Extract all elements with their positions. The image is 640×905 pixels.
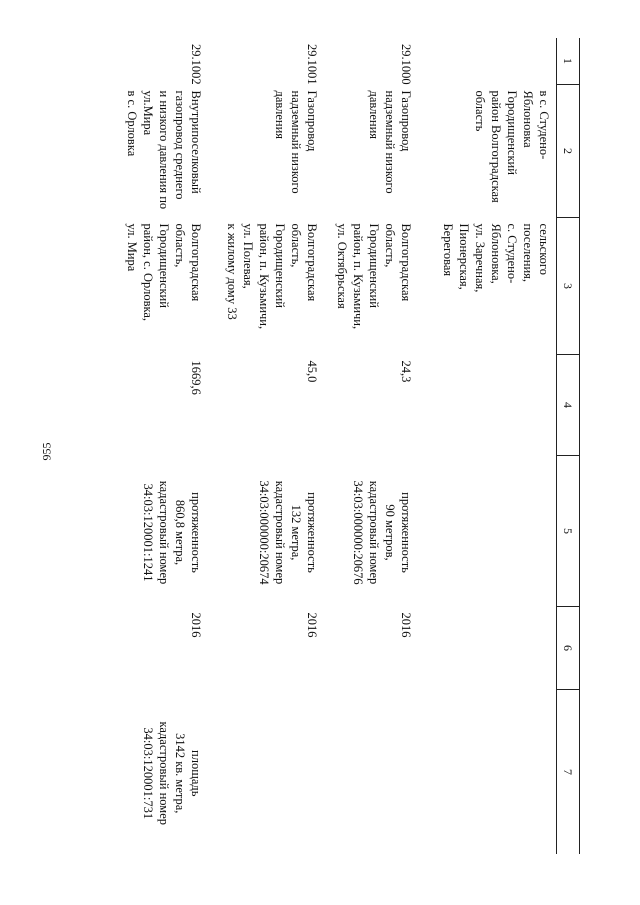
cell-land: площадь 3142 кв. метра, кадастровый номер 34:03:120001:731 <box>141 721 203 826</box>
table-row <box>114 38 208 854</box>
cell-name: в с. Студено- Яблоновка Городищенский район Волгоградская область <box>473 90 551 203</box>
table-header-row <box>557 38 580 854</box>
cell-value: 1669,6 <box>189 360 203 395</box>
cell-name: Газопровод надземный низкого давления <box>273 90 319 194</box>
cell-name: Внутрипоселковый газопровод среднего и низкого давления по ул.Мира в с. Орловка <box>125 90 203 210</box>
cell-characteristics <box>418 456 557 607</box>
header-col-7: 7 <box>557 690 580 855</box>
cell-year: 2016 <box>189 612 203 638</box>
table-row <box>418 38 557 854</box>
cell-number: 29.1002 <box>189 44 203 85</box>
cell-value: 45,0 <box>305 360 319 383</box>
header-col-3: 3 <box>557 218 580 355</box>
cell-land <box>324 690 418 855</box>
page-number: 955 <box>39 442 54 461</box>
cell-number <box>418 38 557 85</box>
cell-address: сельского поселения, с. Студено- Яблоновка, ул. Заречная, Пионерская, Береговая <box>441 223 551 293</box>
table-row <box>324 38 418 854</box>
header-col-4: 4 <box>557 355 580 456</box>
cell-year <box>418 607 557 690</box>
cell-characteristics: протяженность 90 метров, кадастровый номер 34:03:000000:20676 <box>351 480 413 585</box>
cell-address: Волгоградская область, Городищенский район, п. Кузьмичи, ул. Октябрьская <box>335 223 413 330</box>
header-col-1: 1 <box>557 38 580 85</box>
cell-characteristics: протяженность 132 метра, кадастровый номер 34:03:000000:20674 <box>257 480 319 585</box>
cell-land <box>208 690 324 855</box>
header-col-6: 6 <box>557 607 580 690</box>
cell-address: Волгоградская область, Городищенский район, п. Кузьмичи, ул. Полевая, к жилому дому 33 <box>225 223 319 330</box>
header-col-2: 2 <box>557 85 580 218</box>
cell-year: 2016 <box>305 612 319 638</box>
property-table <box>114 38 580 854</box>
cell-land <box>418 690 557 855</box>
header-col-5: 5 <box>557 456 580 607</box>
cell-address: Волгоградская область, Городищенский район, с. Орловка, ул. Мира <box>125 223 203 322</box>
cell-year: 2016 <box>399 612 413 638</box>
cell-name: Газопровод надземный низкого давления <box>367 90 413 194</box>
rotated-table-container <box>80 38 580 848</box>
cell-number: 29.1000 <box>399 44 413 85</box>
cell-characteristics: протяженность 860,8 метра, кадастровый номер 34:03:120001:1241 <box>141 480 203 585</box>
table-row <box>208 38 324 854</box>
cell-number: 29.1001 <box>305 44 319 85</box>
cell-value <box>418 355 557 456</box>
cell-value: 24,3 <box>399 360 413 383</box>
